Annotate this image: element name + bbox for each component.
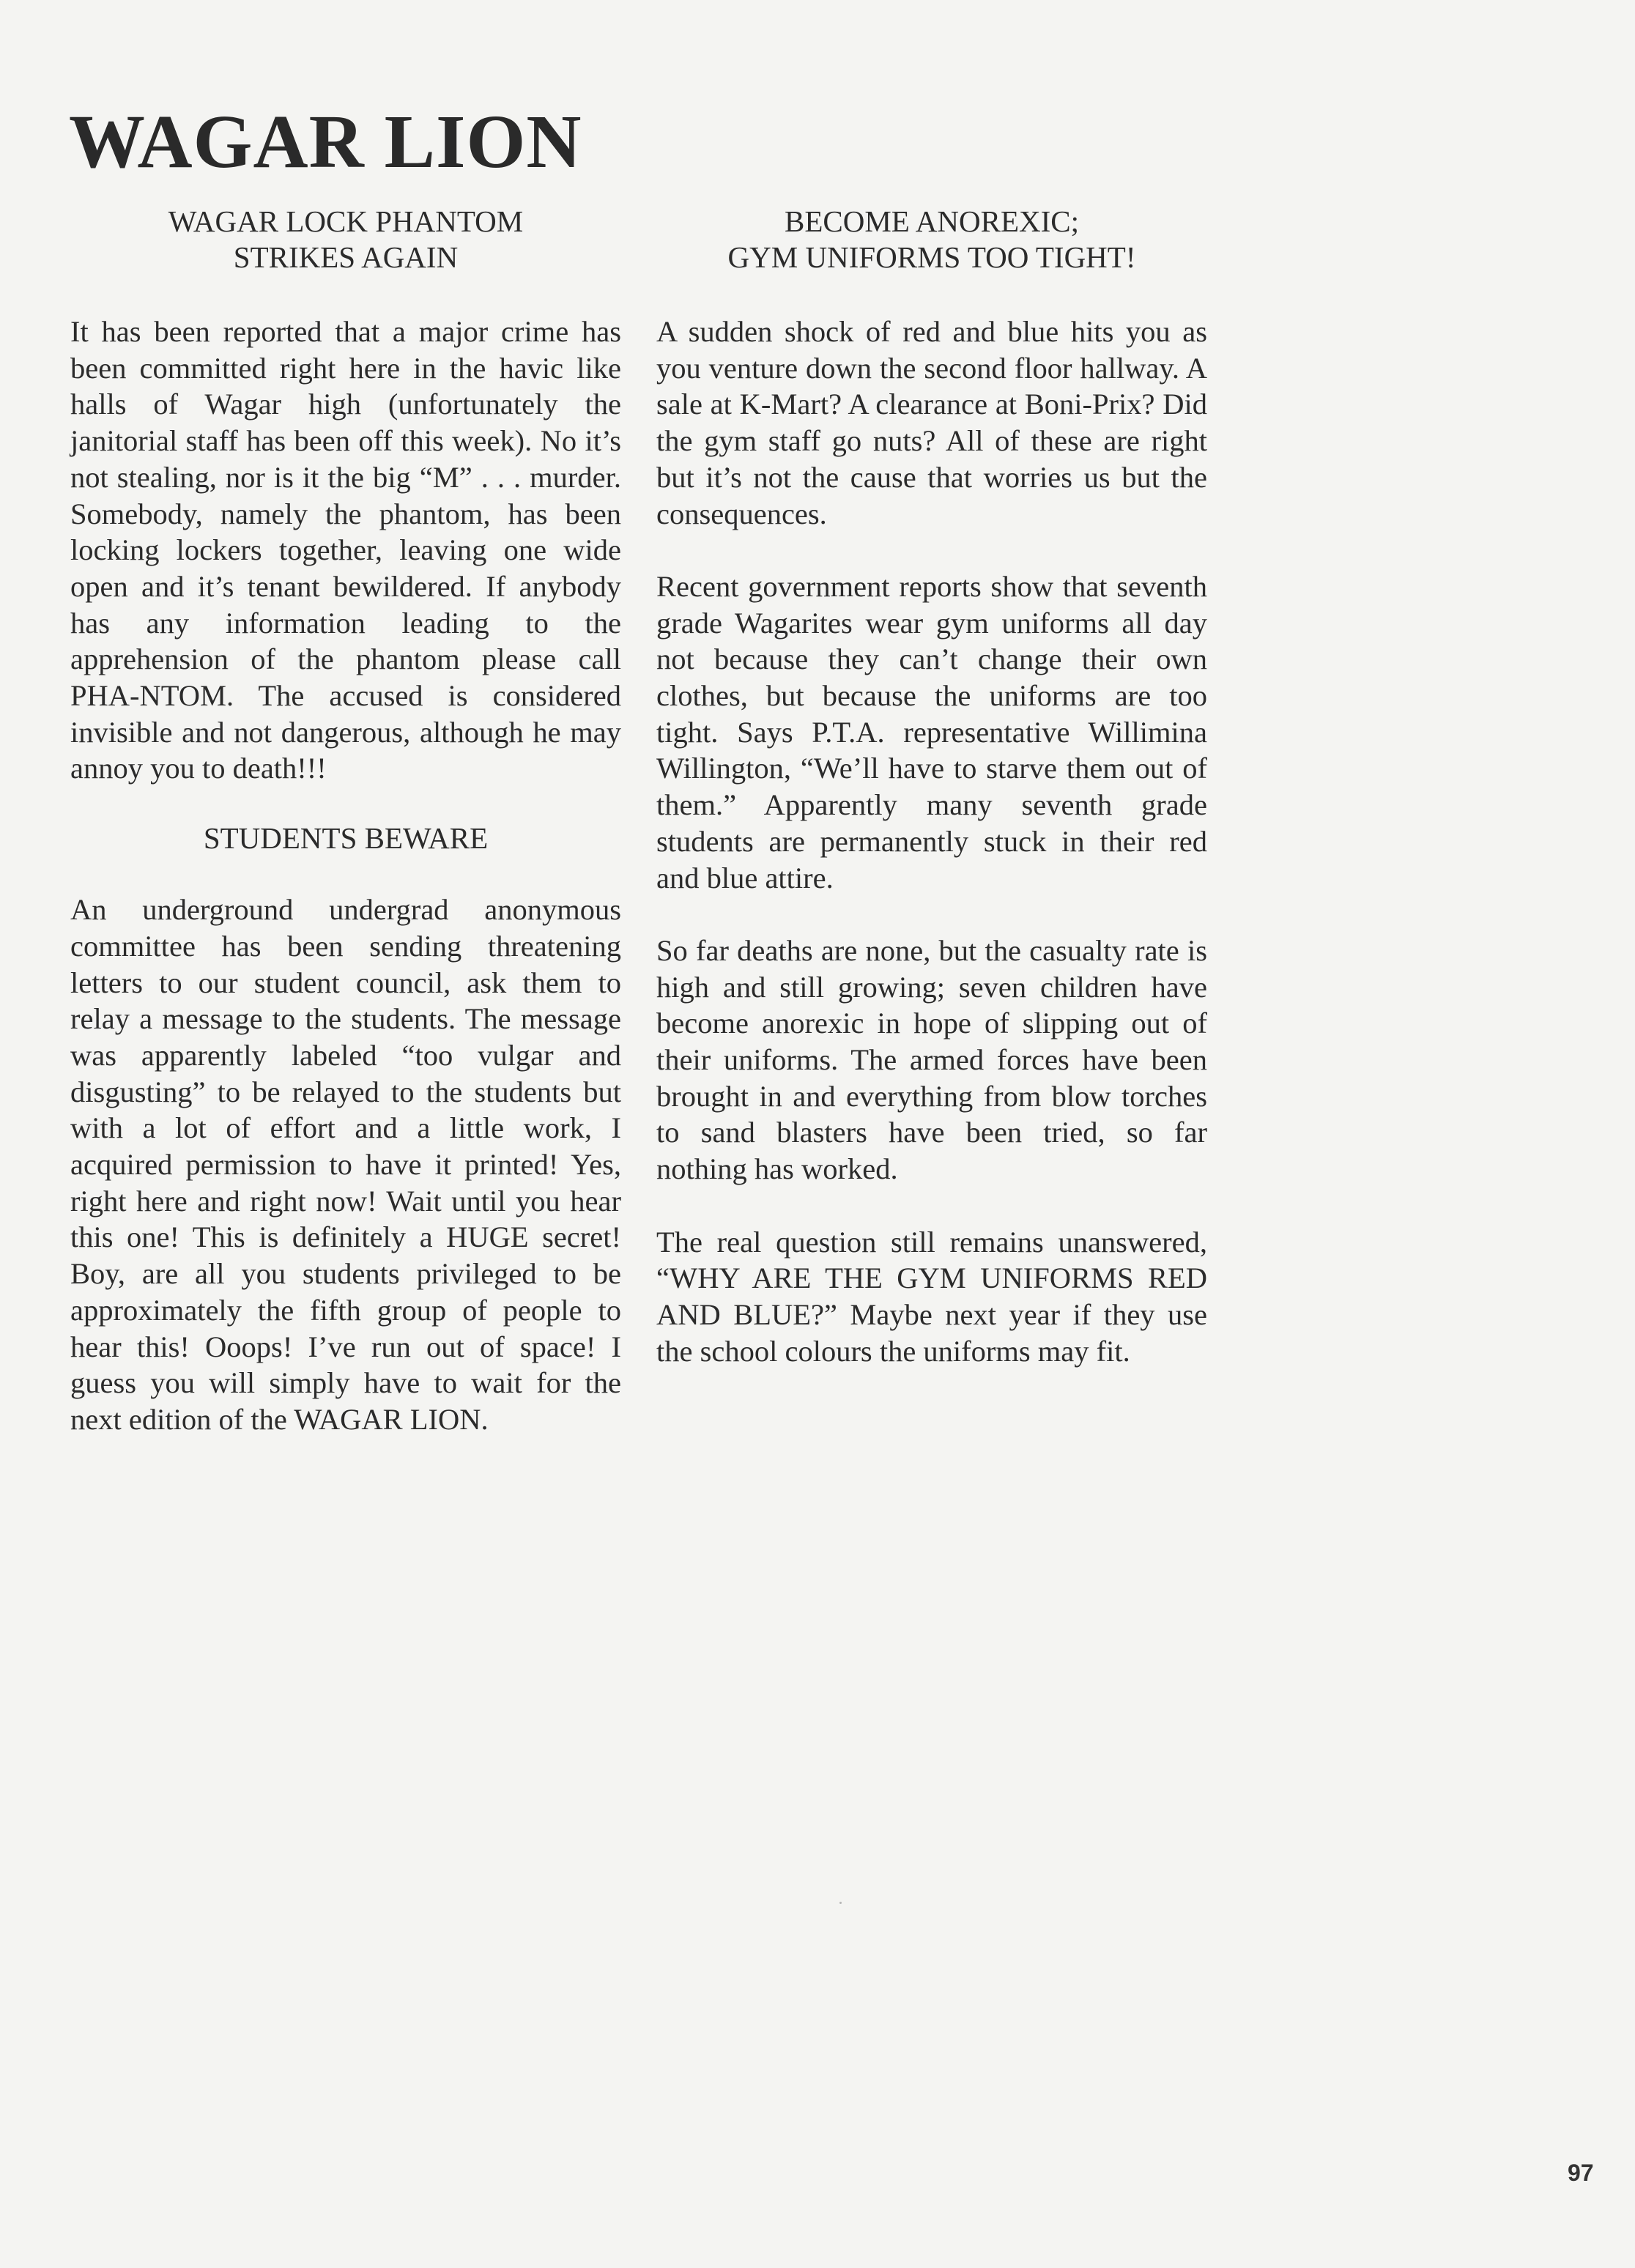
headline-line: BECOME ANOREXIC; [784, 204, 1080, 238]
article-paragraph: The real question still remains unanswered, “WHY ARE THE GYM UNIFORMS RED AND BLUE?” Maybe next year if they use the school colours the uniforms may fit. [656, 1225, 1207, 1368]
right-column [656, 204, 1207, 1369]
headline-line: GYM UNIFORMS TOO TIGHT! [727, 240, 1136, 274]
article-paragraph: A sudden shock of red and blue hits you as you venture down the second floor hallway. A sale at K-Mart? A clearance at Boni-Prix? Did the gym staff go nuts? All of these are right but it’s not the cause that worries us but the consequences. [656, 315, 1207, 530]
print-speck [839, 1902, 842, 1904]
headline-anorexic [656, 204, 1207, 275]
headline-lock-phantom [70, 204, 621, 275]
article-paragraph: So far deaths are none, but the casualty rate is high and still growing; seven children have become anorexic in hope of slipping out of their uniforms. The armed forces have been brought in and everything from blow torches to sand blasters have been tried, so far nothing has worked. [656, 933, 1207, 1186]
article-paragraph: An underground undergrad anonymous committee has been sending threatening letters to our student council, ask them to relay a message to the students. The message was apparently labeled “too vulgar and disgusting” to be relayed to the students but with a lot of effort and a little work, I acquired permission to have it printed! Yes, right here and right now! Wait until you hear this one! This is definitely a HUGE secret! Boy, are all you students privileged to be approximately the fifth group of people to hear this! Ooops! I’ve run out of space! I guess you will simply have to wait for the next edition of the WAGAR LION. [70, 893, 621, 1436]
left-column [70, 204, 621, 1438]
article-paragraph: Recent government reports show that seventh grade Wagarites wear gym uniforms all day not because they can’t change their own clothes, but because the uniforms are too tight. Says P.T.A. representative Willimina Willington, “We’ll have to starve them out of them.” Apparently many seventh grade students are permanently stuck in their red and blue attire. [656, 569, 1207, 894]
page-title: WAGAR LION [69, 100, 582, 184]
article-paragraph: It has been reported that a major crime has been committed right here in the havic like halls of Wagar high (unfortunately the janitorial staff has been off this week). No it’s not stealing, nor is it the big “M” . . . murder. Somebody, namely the phantom, has been locking lockers together, leaving one wide open and it’s tenant bewildered. If anybody has any information leading to the apprehension of the phantom please call PHA-NTOM. The accused is considered invisible and not dangerous, although he may annoy you to death!!! [70, 315, 621, 785]
headline-line: STRIKES AGAIN [233, 240, 459, 274]
headline-line: WAGAR LOCK PHANTOM [168, 204, 524, 238]
headline-students-beware: STUDENTS BEWARE [203, 821, 489, 856]
page-number: 97 [1568, 2160, 1594, 2186]
